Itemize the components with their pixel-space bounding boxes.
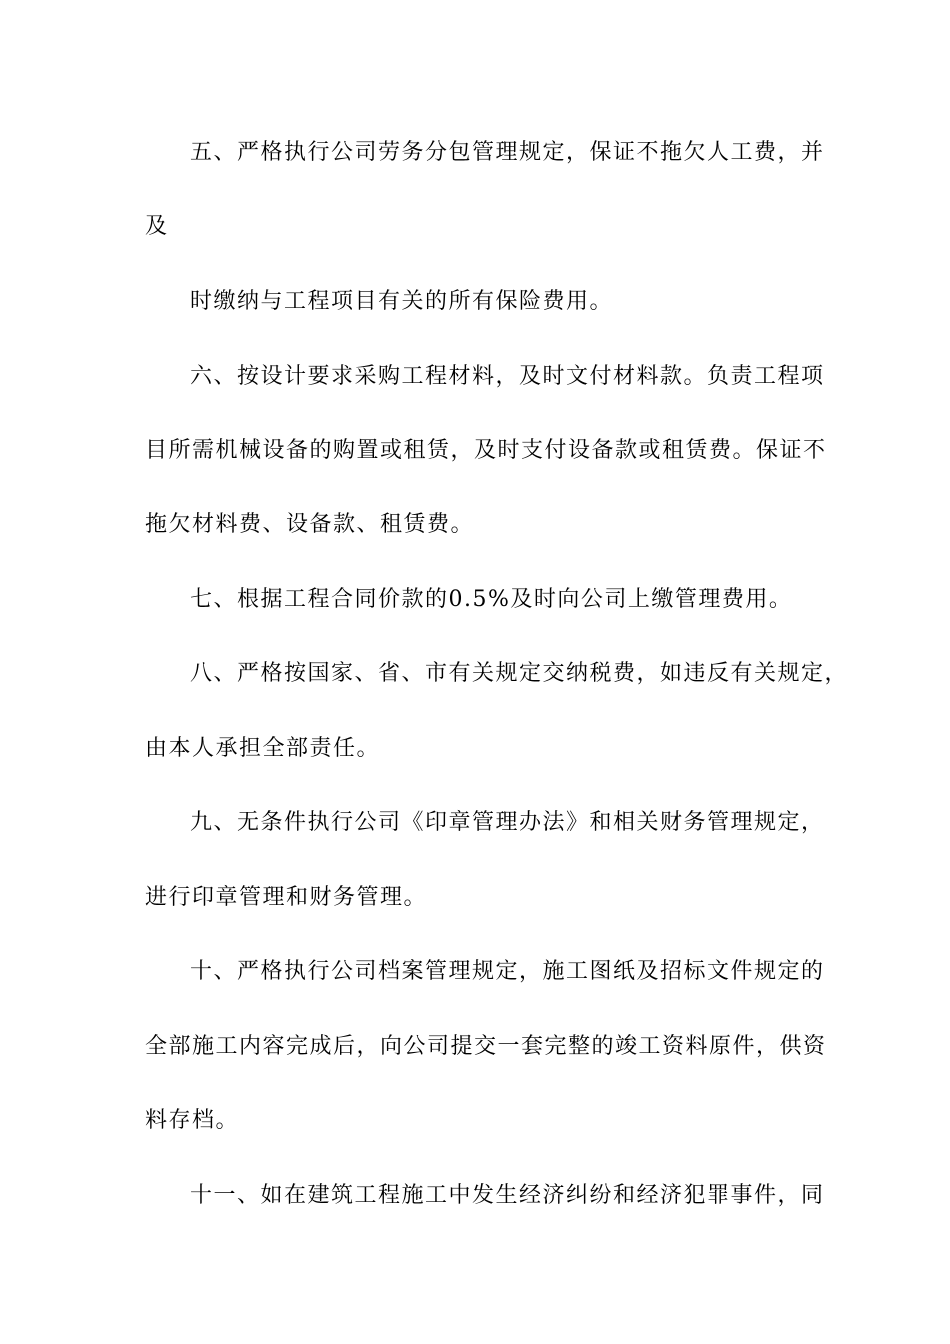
- clause-10-line-1: 十、严格执行公司档案管理规定，施工图纸及招标文件规定的: [190, 959, 825, 984]
- clause-8-line-2: 由本人承担全部责任。: [145, 736, 381, 761]
- clause-7-line-1: 七、根据工程合同价款的0.5%及时向公司上缴管理费用。: [190, 587, 793, 612]
- clause-6-line-3: 拖欠材料费、设备款、租赁费。: [145, 512, 475, 537]
- clause-9-line-2: 进行印章管理和财务管理。: [145, 885, 428, 910]
- clause-9-line-1: 九、无条件执行公司《印章管理办法》和相关财务管理规定，: [190, 810, 825, 835]
- clause-8-line-1: 八、严格按国家、省、市有关规定交纳税费，如违反有关规定，: [190, 661, 849, 686]
- clause-10-line-3: 料存档。: [145, 1108, 240, 1133]
- clause-5-line-1: 五、严格执行公司劳务分包管理规定，保证不拖欠人工费，并: [190, 140, 825, 165]
- clause-5-line-2: 及: [145, 214, 169, 239]
- clause-10-line-2: 全部施工内容完成后，向公司提交一套完整的竣工资料原件，供资: [145, 1034, 827, 1059]
- clause-6-line-2: 目所需机械设备的购置或租赁，及时支付设备款或租赁费。保证不: [145, 438, 827, 463]
- clause-6-line-1: 六、按设计要求采购工程材料，及时文付材料款。负责工程项: [190, 364, 825, 389]
- clause-11-line-1: 十一、如在建筑工程施工中发生经济纠纷和经济犯罪事件，同: [190, 1183, 825, 1208]
- clause-5-line-3: 时缴纳与工程项目有关的所有保险费用。: [190, 289, 614, 314]
